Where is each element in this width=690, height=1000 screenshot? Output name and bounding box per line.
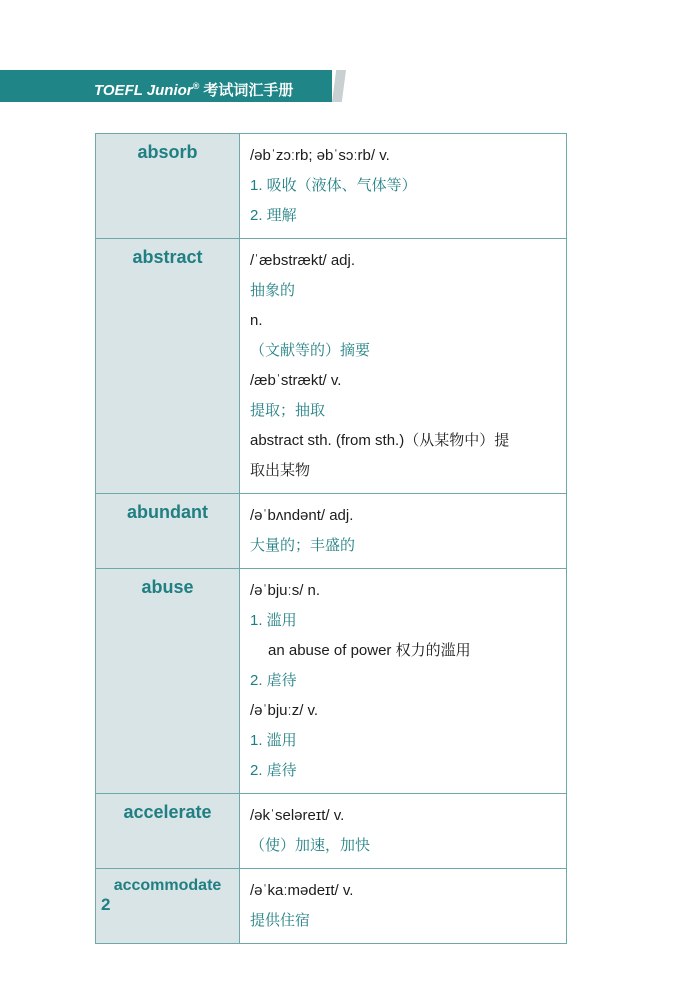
phrase-continued: 取出某物 [250, 462, 311, 479]
vocab-entry-abstract [96, 239, 567, 494]
header-banner-stripe [332, 70, 346, 102]
vocab-entry-absorb [96, 134, 567, 239]
meaning: 1. 滥用 [250, 732, 297, 749]
pronunciation: /æbˈstrækt/ v. [250, 372, 342, 389]
meaning: 抽象的 [250, 282, 296, 299]
meaning: 提取；抽取 [250, 402, 326, 419]
entry-word: accommodate [96, 869, 240, 944]
vocabulary-table [95, 133, 567, 944]
meaning: 提供住宿 [250, 912, 311, 929]
header-title-prefix: TOEFL Junior [94, 82, 193, 99]
pronunciation: /əˈbjuːz/ v. [250, 702, 319, 719]
header-title [94, 70, 293, 102]
entry-word: accelerate [96, 794, 240, 869]
entry-word: abundant [96, 494, 240, 569]
entry-word: abuse [96, 569, 240, 794]
entry-definition [240, 494, 567, 569]
vocab-entry-abuse [96, 569, 567, 794]
part-of-speech: n. [250, 312, 263, 329]
meaning: 2. 虐待 [250, 672, 297, 689]
entry-word: absorb [96, 134, 240, 239]
meaning: 2. 理解 [250, 207, 297, 224]
pronunciation: /əˈbjuːs/ n. [250, 582, 321, 599]
example: an abuse of power 权力的滥用 [268, 642, 471, 659]
pronunciation: /əbˈzɔːrb; əbˈsɔːrb/ v. [250, 147, 390, 164]
vocab-entry-accelerate [96, 794, 567, 869]
entry-definition [240, 134, 567, 239]
entry-definition [240, 569, 567, 794]
entry-word: abstract [96, 239, 240, 494]
vocab-entry-accommodate [96, 869, 567, 944]
vocab-entry-abundant [96, 494, 567, 569]
meaning: （使）加速，加快 [250, 837, 371, 854]
phrase: abstract sth. (from sth.)（从某物中）提 [250, 432, 510, 449]
meaning: 2. 虐待 [250, 762, 297, 779]
meaning: 大量的；丰盛的 [250, 537, 356, 554]
entry-definition [240, 239, 567, 494]
header-title-suffix: 考试词汇手册 [199, 82, 294, 99]
entry-definition [240, 794, 567, 869]
entry-definition [240, 869, 567, 944]
meaning: （文献等的）摘要 [250, 342, 371, 359]
pronunciation: /əkˈseləreɪt/ v. [250, 807, 345, 824]
pronunciation: /ˈæbstrækt/ adj. [250, 252, 356, 269]
pronunciation: /əˈbʌndənt/ adj. [250, 507, 354, 524]
meaning: 1. 吸收（液体、气体等） [250, 177, 417, 194]
page-number: 2 [101, 895, 111, 914]
meaning: 1. 滥用 [250, 612, 297, 629]
header-title-mark: ® [192, 81, 200, 91]
pronunciation: /əˈkaːmədeɪt/ v. [250, 882, 354, 899]
